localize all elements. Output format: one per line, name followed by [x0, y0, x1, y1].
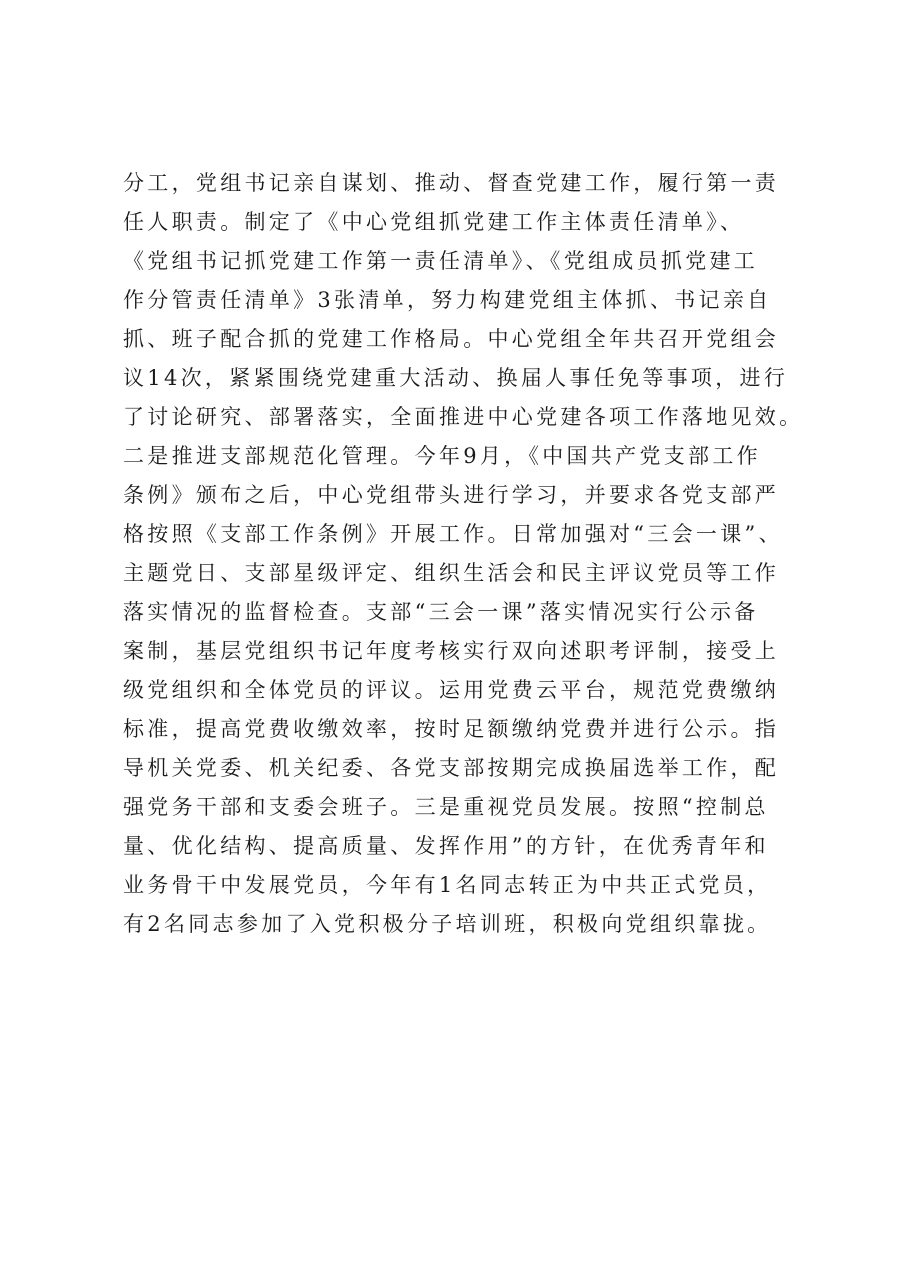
text-line: 了讨论研究、部署落实，全面推进中心党建各项工作落地见效。: [123, 405, 804, 429]
text-line: 案制，基层党组织书记年度考核实行双向述职考评制，接受上: [123, 639, 780, 663]
text-line: 标准，提高党费收缴效率，按时足额缴纳党费并进行公示。指: [123, 717, 780, 741]
text-line: 有2名同志参加了入党积极分子培训班，积极向党组织靠拢。: [123, 912, 772, 936]
text-line: 议14次，紧紧围绕党建重大活动、换届人事任免等事项，进行: [123, 366, 789, 390]
text-line: 抓、班子配合抓的党建工作格局。中心党组全年共召开党组会: [123, 327, 780, 351]
text-line: 导机关党委、机关纪委、各党支部按期完成换届选举工作，配: [123, 756, 780, 780]
text-line: 任人职责。制定了《中心党组抓党建工作主体责任清单》、: [123, 210, 745, 234]
text-line: 主题党日、支部星级评定、组织生活会和民主评议党员等工作: [123, 561, 780, 585]
text-line: 落实情况的监督检查。支部“三会一课”落实情况实行公示备: [123, 600, 759, 624]
text-line: 条例》颁布之后，中心党组带头进行学习，并要求各党支部严: [123, 483, 780, 507]
text-line: 级党组织和全体党员的评议。运用党费云平台，规范党费缴纳: [123, 678, 780, 702]
text-line: 《党组书记抓党建工作第一责任清单》、《党组成员抓党建工: [123, 249, 759, 273]
text-line: 作分管责任清单》3张清单，努力构建党组主体抓、书记亲自: [123, 288, 772, 312]
text-line: 格按照《支部工作条例》开展工作。日常加强对“三会一课”、: [123, 522, 783, 546]
text-line: 量、优化结构、提高质量、发挥作用”的方针，在优秀青年和: [123, 834, 769, 858]
body-paragraph: [123, 164, 823, 944]
text-line: 业务骨干中发展党员，今年有1名同志转正为中共正式党员，: [123, 873, 772, 897]
text-line: 分工，党组书记亲自谋划、推动、督查党建工作，履行第一责: [123, 171, 780, 195]
text-line: 强党务干部和支委会班子。三是重视党员发展。按照“控制总: [123, 795, 769, 819]
text-line: 二是推进支部规范化管理。今年9月，《中国共产党支部工作: [123, 444, 761, 468]
